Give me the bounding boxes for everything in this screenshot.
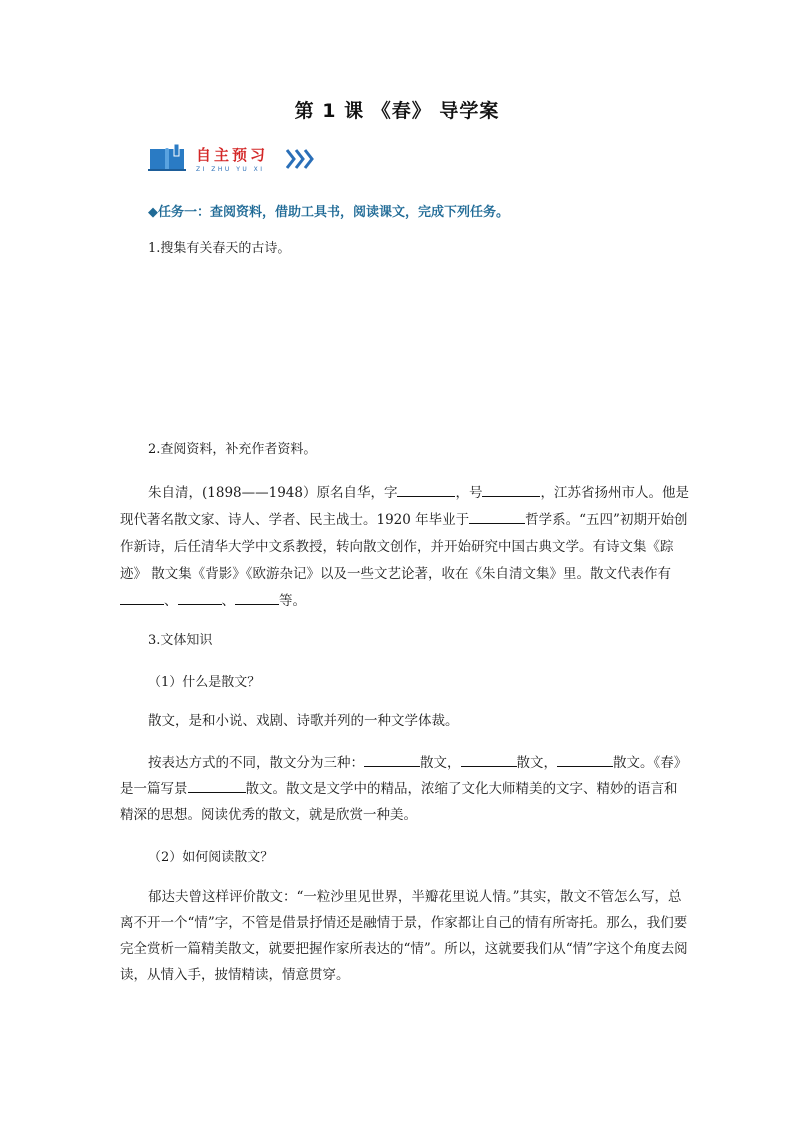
blank-work-2[interactable] (178, 590, 222, 605)
section-label: 自主预习 (196, 146, 269, 164)
blank-university[interactable] (469, 509, 525, 524)
question-2: 2.查阅资料，补充作者资料。 (148, 442, 317, 457)
chevron-arrows-icon (286, 148, 316, 170)
blank-type-2[interactable] (461, 752, 517, 767)
blank-work-1[interactable] (120, 590, 164, 605)
blank-pen-name[interactable] (482, 482, 540, 497)
blank-type-1[interactable] (364, 752, 420, 767)
reading-paragraph: 郁达夫曾这样评价散文：“一粒沙里见世界，半瓣花里说人情。”其实，散文不管怎么写，总离不开一个“情”字，不管是借景抒情还是融情于景，作家都让自己的情有所寄托。那么，我们要完全赏析一篇精美散文，就要把握作家所表达的“情”。所以，这就要我们从“情”字这个角度去阅读，从情入手，披情精读，情意贯穿。 (120, 889, 688, 983)
blank-spring-type[interactable] (188, 778, 246, 793)
question-3-2: （2）如何阅读散文？ (148, 850, 274, 865)
question-3: 3.文体知识 (148, 633, 213, 648)
page-title: 第 1 课 《春》 导学案 (294, 100, 500, 122)
definition-paragraph: 散文，是和小说、戏剧、诗歌并列的一种文学体裁。 (148, 713, 459, 729)
types-paragraph: 按表达方式的不同，散文分为三种： 散文， 散文， 散文。《春》是一篇写景 散文。散文是文学中的精品，浓缩了文化大师精美的文字、精妙的语言和精深的思想。阅读优秀的散文，就是欣赏一种美。 (120, 750, 690, 828)
blank-type-3[interactable] (557, 752, 613, 767)
author-paragraph: 朱自清，(1898——1948）原名自华，字 ，号 ，江苏省扬州市人。他是现代著名散文家、诗人、学者、民主战士。1920 年毕业于 哲学系。“五四”初期开始创作新诗，后任清华大学中文系教授，转向散文创作，并开始研究中国古典文学。有诗文集《踪迹》 散文集《背影》《欧游杂记》以及一些文艺论著，收在《朱自清文集》里。散文代表作有、 、 等。 (120, 480, 690, 615)
question-3-1: （1）什么是散文？ (148, 675, 261, 690)
task-one-heading: ◆任务一：查阅资料，借助工具书，阅读课文，完成下列任务。 (148, 205, 509, 220)
section-pinyin: ZI ZHU YU XI (196, 166, 265, 173)
blank-courtesy-name[interactable] (397, 482, 455, 497)
section-header-self-study (148, 142, 328, 182)
blank-work-3[interactable] (235, 590, 279, 605)
question-1: 1.搜集有关春天的古诗。 (148, 241, 291, 256)
book-icon (148, 144, 186, 172)
